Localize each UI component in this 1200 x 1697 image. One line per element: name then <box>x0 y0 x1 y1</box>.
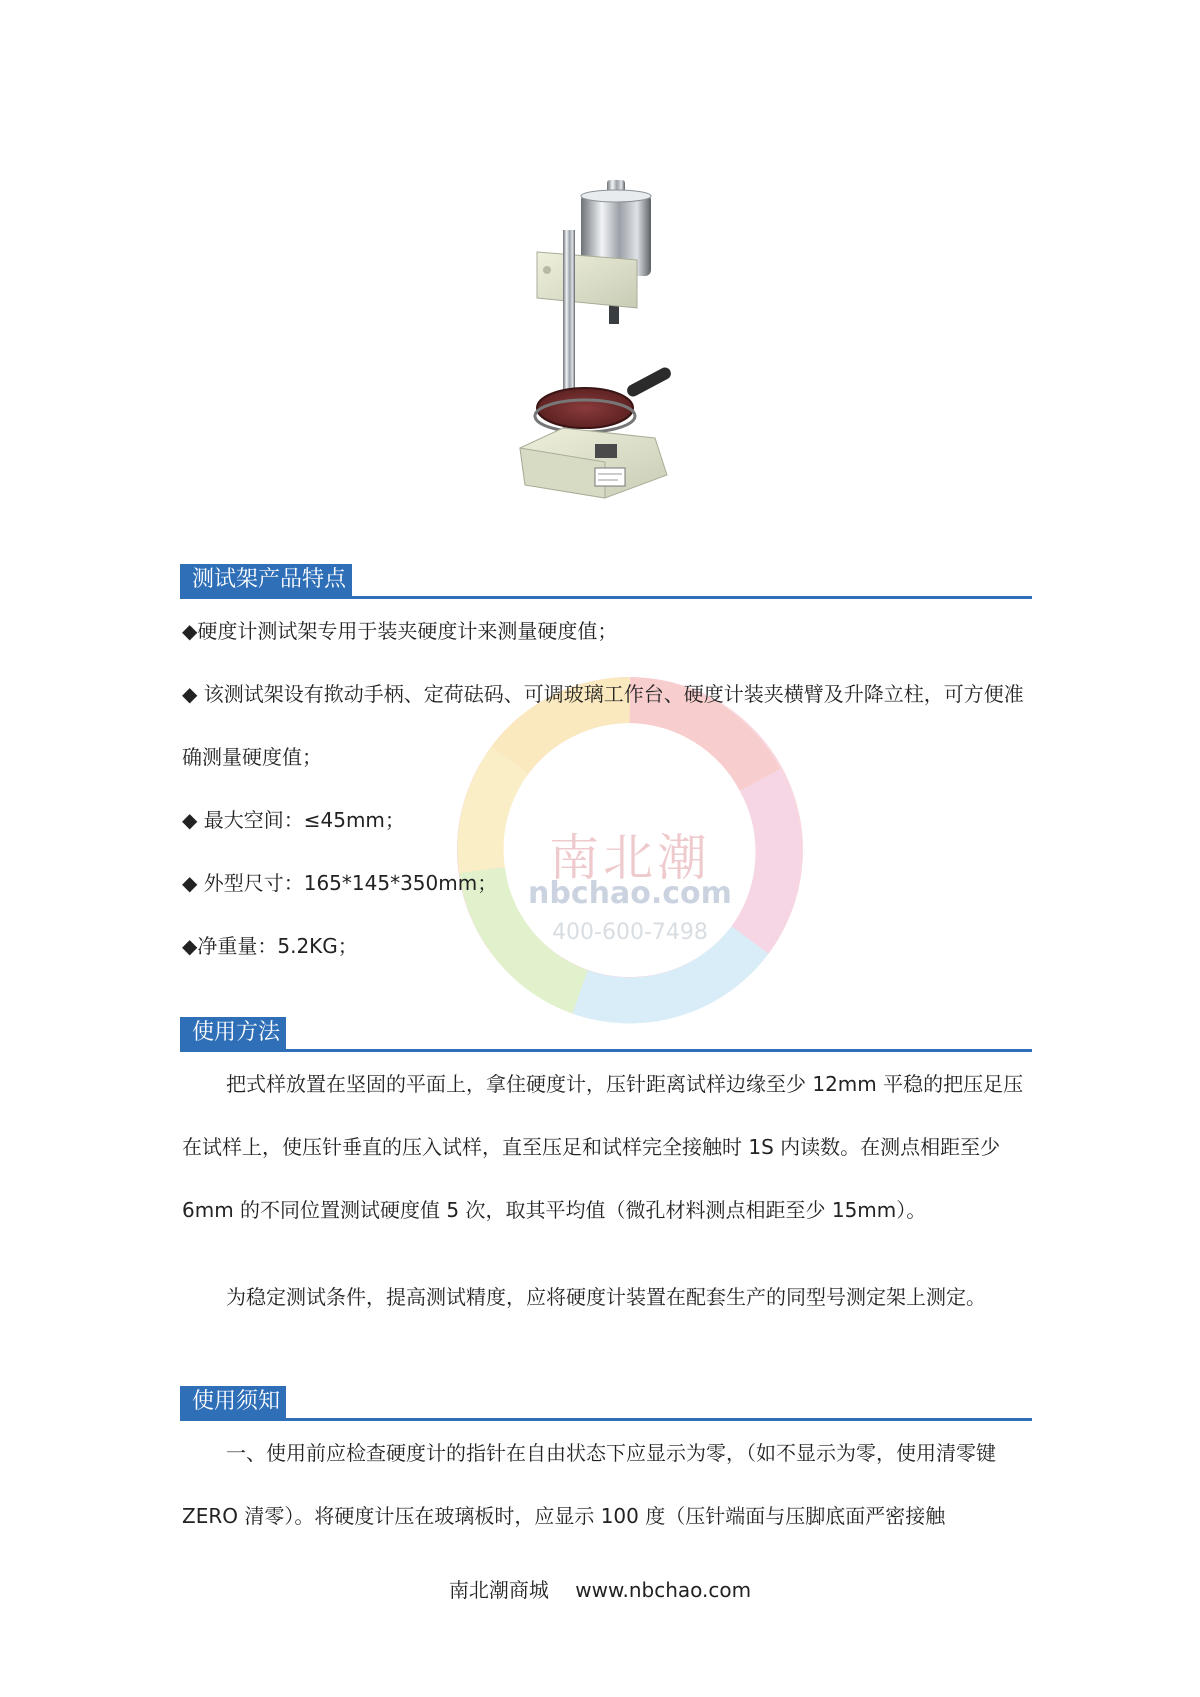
watermark-phone: 400-600-7498 <box>552 920 708 945</box>
page-footer <box>0 1574 1200 1603</box>
footer-url: www.nbchao.com <box>575 1578 752 1602</box>
notice-paragraph: 一、使用前应检查硬度计的指针在自由状态下应显示为零，（如不显示为零，使用清零键 ZERO 清零）。将硬度计压在玻璃板时，应显示 100 度（压针端面与压脚底面严密接触 <box>182 1441 996 1528</box>
watermark-brand: 南北潮 <box>549 829 711 887</box>
watermark-url: nbchao.com <box>528 876 732 911</box>
feature-item: ◆ 外型尺寸：165*145*350mm； <box>182 871 498 895</box>
feature-item: ◆硬度计测试架专用于装夹硬度计来测量硬度值； <box>182 619 618 643</box>
section-title: 测试架产品特点 <box>180 564 352 596</box>
footer-shop-name: 南北潮商城 <box>448 1578 549 1602</box>
usage-paragraph: 把式样放置在坚固的平面上，拿住硬度计，压针距离试样边缘至少 12mm 平稳的把压足压在试样上，使压针垂直的压入试样，直至压足和试样完全接触时 1S 内读数。在测点相距至少 6mm 的不同位置测试硬度值 5 次，取其平均值（微孔材料测点相距至少 15mm）。 <box>182 1072 1024 1222</box>
feature-item: ◆ 最大空间：≤45mm； <box>182 808 405 832</box>
section-title: 使用须知 <box>180 1386 286 1418</box>
usage-paragraph: 为稳定测试条件，提高测试精度，应将硬度计装置在配套生产的同型号测定架上测定。 <box>226 1285 986 1309</box>
feature-item: ◆ 该测试架设有揿动手柄、定荷砝码、可调玻璃工作台、硬度计装夹横臂及升降立柱，可方便准确测量硬度值； <box>182 682 1024 769</box>
section-header-notice <box>180 1384 1032 1421</box>
section-header-features <box>180 562 1032 599</box>
feature-item: ◆净重量：5.2KG； <box>182 934 358 958</box>
product-image-hardness-tester-stand <box>505 180 705 530</box>
section-title: 使用方法 <box>180 1017 286 1049</box>
section-header-usage <box>180 1015 1032 1052</box>
